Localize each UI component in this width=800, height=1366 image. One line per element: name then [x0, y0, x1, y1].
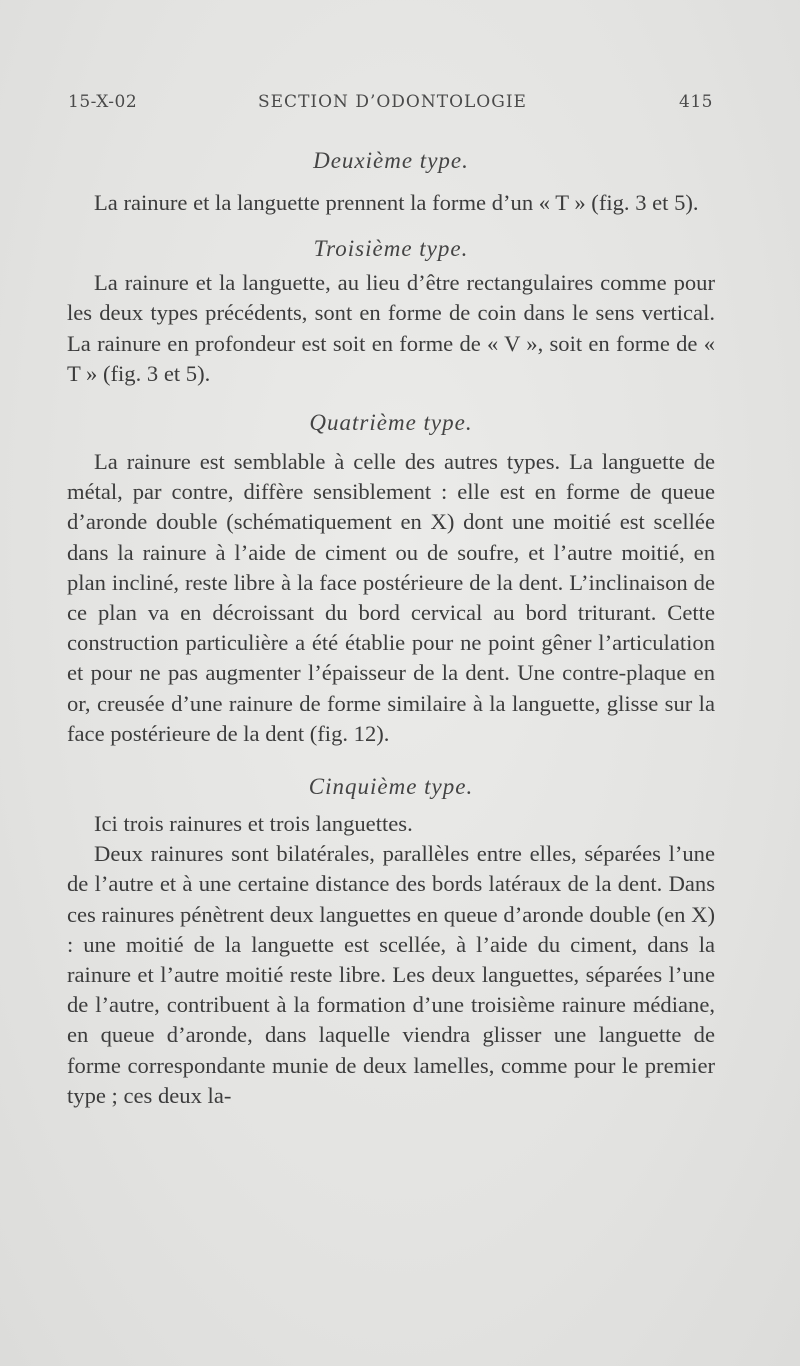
section-heading: Cinquième type. [308, 774, 474, 800]
paragraph: Ici trois rainures et trois languettes. [94, 811, 413, 837]
section-heading: Quatrième type. [309, 410, 473, 436]
paragraph: La rainure et la languette prennent la forme d’un « T » (fig. 3 et 5). [94, 190, 699, 215]
page-number: 415 [679, 92, 713, 112]
running-header [68, 92, 713, 122]
header-section-title: SECTION D’ODONTOLOGIE [258, 92, 527, 112]
header-date: 15-X-02 [68, 92, 138, 112]
paragraph: La rainure est semblable à celle des autres types. La languette de métal, par contre, diffère sensiblement : elle est en forme de queue d’aronde double (schématiquement en X) dont une moitié est scellée dans la rainure à l’aide de ciment ou de soufre, et l’autre moitié, en plan incliné, reste libre à la face postérieure de la dent. L’inclinaison de ce plan va en décroissant du bord cervical au bord triturant. Cette construction particulière a été établie pour ne point gêner l’articulation et pour ne pas augmenter l’épaisseur de la dent. Une contre-plaque en or, creusée d’une rainure de forme similaire à la languette, glisse sur la face postérieure de la dent (fig. 12). [67, 449, 715, 746]
body-text [67, 148, 715, 1111]
section-heading: Deuxième type. [313, 148, 469, 173]
paragraph: La rainure et la languette, au lieu d’être rectangulaires comme pour les deux types précédents, sont en forme de coin dans le sens vertical. La rainure en profondeur est soit en forme de « V », soit en forme de « T » (fig. 3 et 5). [67, 270, 715, 386]
paragraph: Deux rainures sont bilatérales, parallèles entre elles, séparées l’une de l’autre et à une certaine distance des bords latéraux de la dent. Dans ces rainures pénètrent deux languettes en queue d’aronde double (en X) : une moitié de la languette est scellée, à l’aide du ciment, dans la rainure et l’autre moitié reste libre. Les deux languettes, séparées l’une de l’autre, contribuent à la formation d’une troisième rainure médiane, en queue d’aronde, dans laquelle viendra glisser une languette de forme correspondante munie de deux lamelles, comme pour le premier type ; ces deux la- [67, 841, 715, 1108]
section-heading: Troisième type. [313, 236, 469, 262]
